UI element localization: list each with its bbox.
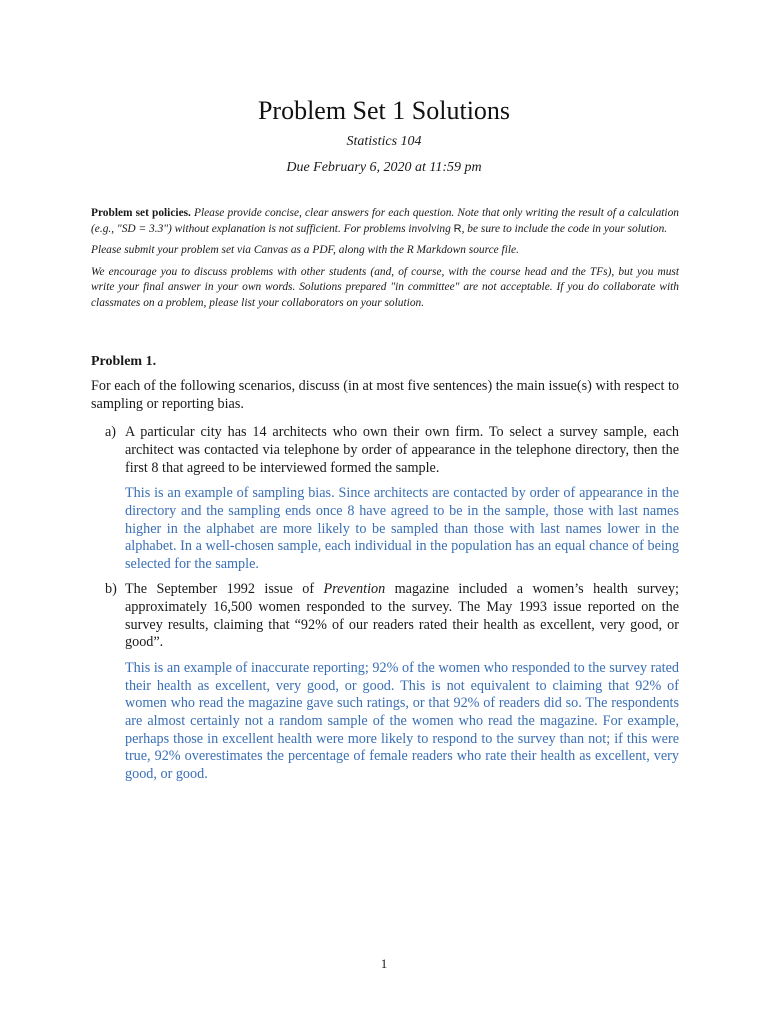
item-question: A particular city has 14 architects who own their own firm. To select a survey sample, each architect was contacted via telephone by order of appearance in the telephone directory, then the first 8 that agreed to be interviewed formed the sample. [125,424,679,476]
policy-paragraph-3: We encourage you to discuss problems with other students (and, of course, with the course head and the TFs), but you must write your final answer in your own words. Solutions prepared "in committee" are not acceptable. If you do collaborate with classmates on a problem, please list your collaborators on your solution. [91,265,679,309]
due-date: Due February 6, 2020 at 11:59 pm [286,160,482,175]
problem-item-b [91,581,679,783]
page-number: 1 [380,956,388,971]
item-answer: This is an example of inaccurate reporting; 92% of the women who responded to the survey rated their health as excellent, very good, or good. This is not equivalent to claiming that 92% of women who read the magazine gave such ratings, or that 92% of readers did so. The respondents are almost certainly not a random sample of the women who read the magazine. For example, perhaps those in excellent health were more likely to respond to the survey than not; if this were true, 92% overestimates the percentage of female readers who rate their health as excellent, very good, or good. [125,660,679,782]
item-answer: This is an example of sampling bias. Since architects are contacted by order of appearance in the directory and the sampling ends once 8 have agreed to be in the sample, those with last names higher in the alphabet are more likely to be sampled than those with last names lower in the alphabet. In a well-chosen sample, each individual in the population has an equal chance of being selected for the sample. [125,485,679,572]
question-text-a: The September 1992 issue of [125,581,315,597]
policy-text-1a: Please provide concise, clear answers for each question. Note that only writing the result of a calculation (e.g., "SD = 3.3") without explanation is not sufficient. For problems involving [91,207,679,235]
problem-heading: Problem 1. [91,354,157,369]
item-marker: a) [105,424,117,440]
problem-intro: For each of the following scenarios, discuss (in at most five sentences) the main issue(s) with respect to sampling or reporting bias. [91,378,679,412]
policy-paragraph-2: Please submit your problem set via Canvas as a PDF, along with the R Markdown source file. [91,244,519,256]
course-name: Statistics 104 [346,134,422,149]
document-title: Problem Set 1 Solutions [257,96,511,125]
problem-item-a [91,424,679,573]
policy-code-r: R [453,222,462,235]
item-question [125,581,679,652]
magazine-name: Prevention [323,581,386,597]
item-marker: b) [105,581,117,597]
policy-text-1b: , be sure to include the code in your solution. [461,222,668,235]
policies-section [91,206,679,317]
policies-label: Problem set policies. [91,207,191,219]
policy-paragraph-1 [91,206,679,237]
question-text-b: magazine included a women’s health survey; approximately 16,500 women responded to the survey. The May 1993 issue reported on the survey results, claiming that “92% of our readers rated their health as excellent, very good, or good”. [125,581,679,651]
